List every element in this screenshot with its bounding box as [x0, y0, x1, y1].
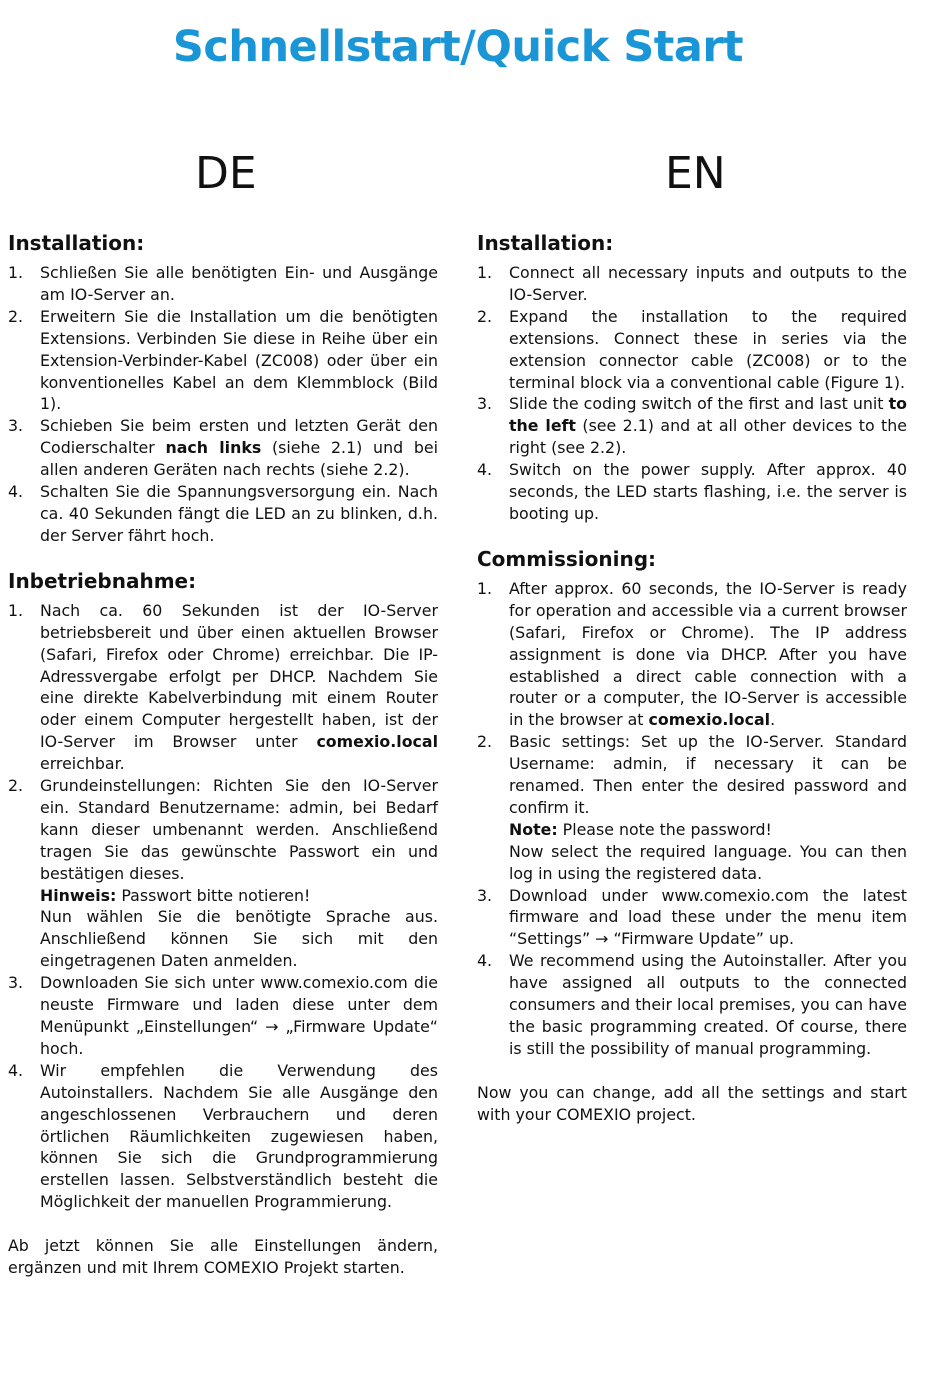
note	[509, 819, 907, 841]
list-item	[8, 1060, 438, 1213]
step-text: Nach ca. 60 Sekunden ist der IO-Server betriebsbereit und über einen aktuellen Browser (Safari, Firefox oder Chrome) erreichbar. Die IP-Adressvergabe erfolgt per DHCP. Nachdem Sie eine direkte Kabelverbindung mit einem Router oder einem Computer hergestellt haben, ist der IO-Server im Browser unter	[40, 600, 438, 752]
step-text: (siehe 2.1) und bei allen anderen Geräten nach rechts (siehe 2.2).	[40, 438, 439, 480]
step-text: Grundeinstellungen: Richten Sie den IO-Server ein. Standard Benutzername: admin, bei Bedarf kann dieser umbenannt werden. Anschließend tragen Sie das gewünschte Passwort ein und bestätigen dieses.	[40, 776, 438, 883]
installation-steps	[8, 262, 438, 547]
step-number: 3.	[477, 394, 493, 414]
commissioning-heading: Inbetriebnahme:	[8, 568, 197, 593]
step-text: Slide the coding switch of the first and last unit	[509, 394, 889, 414]
step-text: Switch on the power supply. After approx. 40 seconds, the LED starts flashing, i.e. the server is booting up.	[509, 460, 907, 523]
step-number: 1.	[8, 600, 24, 620]
installation-steps	[477, 262, 907, 525]
list-item	[8, 262, 438, 306]
step-number: 3.	[8, 416, 24, 436]
language-heading-en: EN	[665, 148, 726, 199]
list-item	[477, 459, 907, 525]
step-number: 4.	[8, 1060, 24, 1080]
closing-text: Ab jetzt können Sie alle Einstellungen ändern, ergänzen und mit Ihrem COMEXIO Projekt starten.	[8, 1236, 438, 1278]
step-emphasis: comexio.local	[648, 710, 771, 730]
commissioning-steps	[8, 600, 438, 1213]
step-text: After approx. 60 seconds, the IO-Server is ready for operation and accessible via a current browser (Safari, Firefox or Chrome). The IP address assignment is done via DHCP. After you have established a direct cable connection with a router or a computer, the IO-Server is accessible in the browser at	[509, 578, 907, 730]
step-text: .	[770, 710, 776, 730]
step-emphasis: comexio.local	[316, 732, 438, 752]
list-item	[477, 262, 907, 306]
installation-heading: Installation:	[477, 231, 614, 255]
step-number: 4.	[8, 482, 24, 502]
step-text: Erweitern Sie die Installation um die benötigten Extensions. Verbinden Sie diese in Reihe über ein Extension-Verbinder-Kabel (ZC008) oder über ein konventionelles Kabel an dem Klemmblock (Bild 1).	[40, 306, 438, 414]
step-number: 1.	[8, 263, 24, 282]
note-text: Passwort bitte notieren!	[116, 885, 311, 905]
commissioning-heading: Commissioning:	[477, 546, 657, 571]
list-item	[477, 885, 907, 951]
column-en	[477, 230, 907, 1141]
list-item	[477, 393, 907, 459]
note-label: Note:	[509, 819, 558, 839]
step-text: Now select the required language. You can then log in using the registered data.	[509, 841, 907, 883]
list-item	[8, 972, 438, 1060]
step-text: Download under www.comexio.com the latest firmware and load these under the menu item “Settings” → “Firmware Update” up.	[509, 885, 907, 949]
page-title: Schnellstart/Quick Start	[172, 22, 744, 72]
step-number: 2.	[477, 306, 493, 326]
step-text: Wir empfehlen die Verwendung des Autoinstallers. Nachdem Sie alle Ausgänge den angeschlossenen Verbrauchern und deren örtlichen Räumlichkeiten zugewiesen haben, können Sie sich die Grundprogrammierung erstellen lassen. Selbstverständlich besteht die Möglichkeit der manuellen Programmierung.	[40, 1060, 438, 1212]
step-number: 2.	[477, 732, 493, 752]
step-text: erreichbar.	[40, 754, 125, 774]
step-number: 1.	[477, 263, 493, 282]
list-item	[8, 775, 438, 972]
step-text: Schieben Sie beim ersten und letzten Gerät den Codierschalter	[40, 416, 438, 458]
step-text: Downloaden Sie sich unter www.comexio.com die neuste Firmware und laden diese unter dem Menüpunkt „Einstellungen“ → „Firmware Update“ hoch.	[40, 973, 438, 1058]
list-item	[8, 306, 438, 416]
list-item	[477, 731, 907, 884]
list-item	[8, 481, 438, 547]
step-number: 2.	[8, 776, 24, 796]
note	[40, 885, 438, 907]
list-item	[477, 950, 907, 1060]
step-text: Expand the installation to the required extensions. Connect these in series via the extension connector cable (ZC008) or to the terminal block via a conventional cable (Figure 1).	[509, 306, 907, 392]
list-item	[8, 415, 438, 481]
note-label: Hinweis:	[40, 885, 117, 905]
column-de	[8, 230, 438, 1295]
step-number: 4.	[477, 460, 493, 480]
list-item	[8, 600, 438, 775]
step-emphasis: to the left	[509, 394, 907, 436]
step-number: 3.	[8, 973, 24, 993]
step-number: 2.	[8, 306, 24, 326]
step-text: Schließen Sie alle benötigten Ein- und Ausgänge am IO-Server an.	[40, 263, 438, 304]
step-text: We recommend using the Autoinstaller. After you have assigned all outputs to the connected consumers and their local premises, you can have the basic programming created. Of course, there is still the possibility of manual programming.	[509, 951, 907, 1058]
step-number: 3.	[477, 885, 493, 905]
list-item	[477, 578, 907, 731]
step-text: Basic settings: Set up the IO-Server. Standard Username: admin, if necessary it can be renamed. Then enter the desired password and confirm it.	[509, 732, 907, 817]
note-text: Please note the password!	[557, 819, 772, 839]
installation-heading: Installation:	[8, 231, 145, 255]
step-number: 4.	[477, 951, 493, 971]
commissioning-steps	[477, 578, 907, 1060]
step-number: 1.	[477, 578, 493, 598]
list-item	[477, 306, 907, 394]
step-text: Nun wählen Sie die benötigte Sprache aus. Anschließend können Sie sich mit den eingetragenen Daten anmelden.	[40, 907, 438, 971]
step-text: (see 2.1) and at all other devices to the right (see 2.2).	[509, 416, 907, 458]
language-heading-de: DE	[195, 148, 257, 199]
step-text: Schalten Sie die Spannungsversorgung ein. Nach ca. 40 Sekunden fängt die LED an zu blinken, d.h. der Server fährt hoch.	[40, 482, 438, 545]
closing-text: Now you can change, add all the settings and start with your COMEXIO project.	[477, 1082, 907, 1124]
step-emphasis: nach links	[165, 438, 262, 458]
step-text: Connect all necessary inputs and outputs to the IO-Server.	[509, 263, 907, 304]
